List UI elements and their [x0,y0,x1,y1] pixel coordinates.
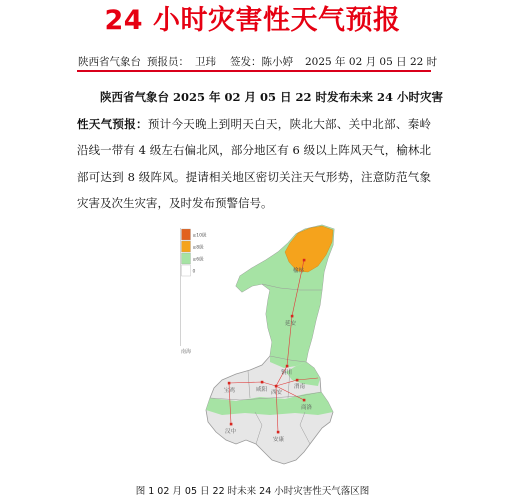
forecast-paragraph [77,84,444,217]
body-line-bold: 陕西省气象台 2025 年 02 月 05 日 22 时发布未来 24 小时灾害 [100,90,444,104]
bulletin-header [77,54,438,72]
issuing-office: 陕西省气象台 [78,56,141,68]
issue-datetime: 2025 年 02 月 05 日 22 时 [305,56,438,68]
city-label: 商洛 [301,405,313,411]
issuer: 签发：陈小婷 [230,56,293,68]
forecaster-name: 卫玮 [195,56,216,68]
legend-swatch-8 [182,241,191,252]
body-line-text: 部可达到 8 级阵风。提请相关地区密切关注天气形势，注意防范气象 [77,169,431,184]
city-label: 榆林 [293,268,305,274]
city-marker [277,431,280,434]
body-line-text: 预计今天晚上到明天白天，陕北大部、关中北部、秦岭 [147,116,432,131]
legend-swatch-6 [182,253,191,264]
city-label: 咸阳 [256,387,268,393]
city-label: 延安 [285,321,297,327]
city-marker [228,382,231,385]
legend-label: 0 [192,269,196,275]
city-label: 渭南 [294,384,306,390]
page-title: 24 小时灾害性天气预报 [104,5,401,36]
legend-label: ≥6级 [192,257,204,263]
body-line-bold: 性天气预报： [77,116,148,131]
body-line [77,164,431,191]
city-marker [296,379,299,382]
city-marker [230,423,233,426]
legend-swatch-0 [182,265,191,276]
disaster-weather-map [170,220,350,475]
city-label: 汉中 [225,429,237,435]
map-corner-label: 南海 [181,349,192,355]
city-marker [303,259,306,262]
body-line [77,111,431,138]
map-legend [181,228,207,355]
forecaster-label: 预报员： [147,56,189,68]
figure-caption: 图 1 02 月 05 日 22 时未来 24 小时灾害性天气落区图 [135,486,370,497]
legend-label: ≥8级 [192,245,204,251]
city-marker [291,315,294,318]
body-line-text: 沿线一带有 4 级左右偏北风，部分地区有 6 级以上阵风天气，榆林北 [77,143,431,157]
legend-swatch-10 [182,229,191,240]
city-label: 西安 [271,390,283,396]
city-marker [303,399,306,402]
legend-label: ≥10级 [192,233,207,239]
body-line-text: 灾害及次生灾害，及时发布预警信号。 [77,196,273,210]
body-line [77,137,431,164]
body-line [77,84,444,111]
city-marker [275,385,278,388]
city-marker [286,365,289,368]
city-marker [261,381,264,384]
body-line [77,190,431,217]
city-label: 宝鸡 [224,388,236,394]
city-label: 安康 [273,437,285,443]
city-label: 铜川 [281,370,293,376]
